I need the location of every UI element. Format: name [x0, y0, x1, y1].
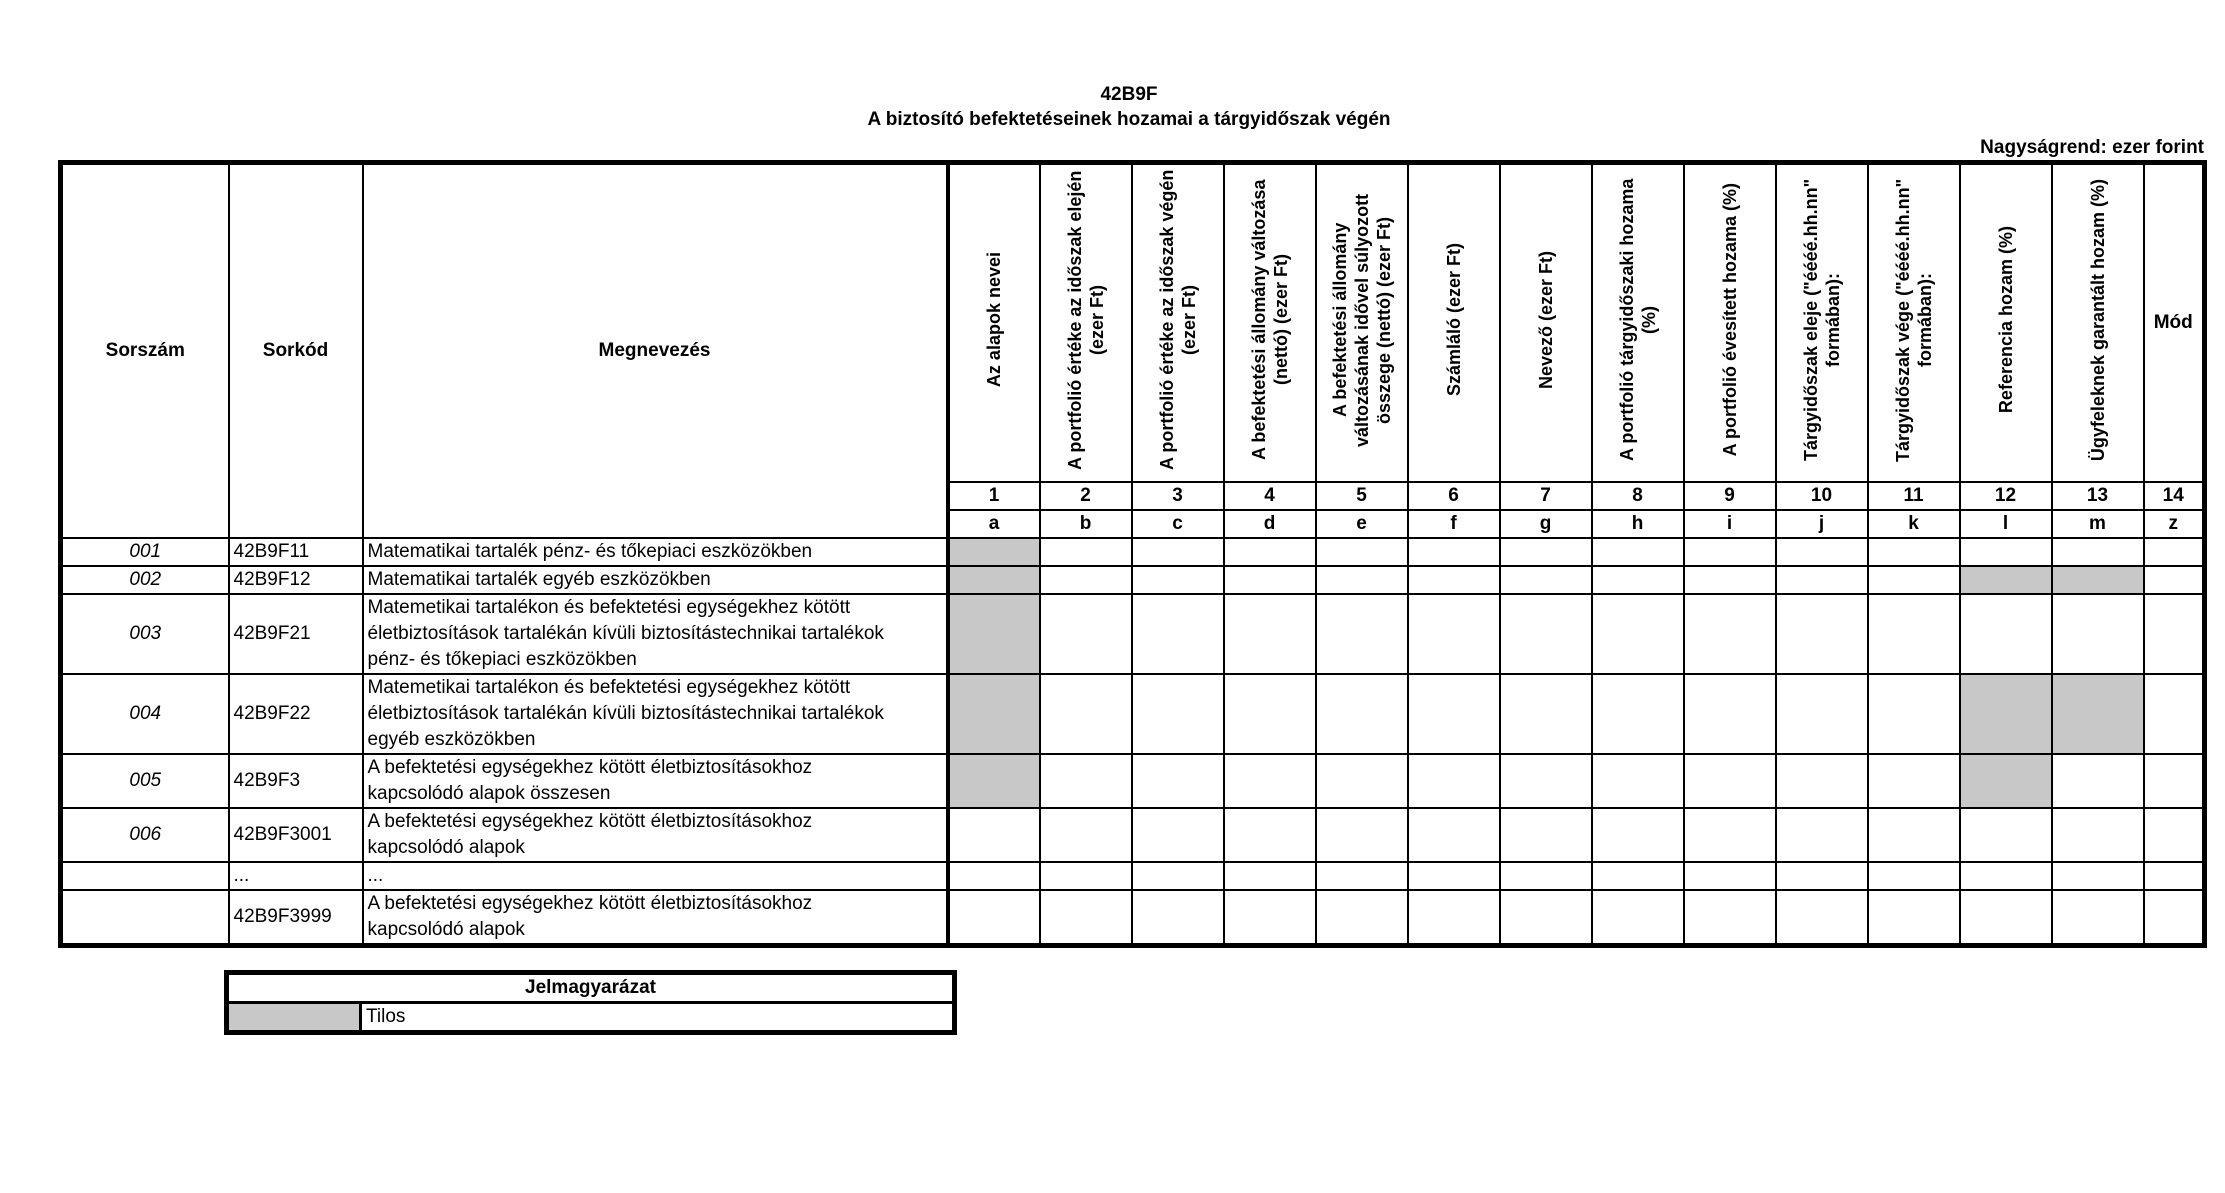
- data-cell[interactable]: [1592, 754, 1684, 808]
- data-cell[interactable]: [1684, 674, 1776, 754]
- data-cell[interactable]: [1316, 594, 1408, 674]
- data-cell[interactable]: [1960, 594, 2052, 674]
- col-number-12: 12: [1960, 482, 2052, 510]
- data-cell[interactable]: [1132, 566, 1224, 594]
- data-cell[interactable]: [948, 808, 1040, 862]
- data-cell[interactable]: [1684, 538, 1776, 566]
- row-sorszam: [61, 890, 229, 946]
- data-cell[interactable]: [1040, 754, 1132, 808]
- data-cell[interactable]: [948, 862, 1040, 890]
- table-row: [61, 890, 2205, 946]
- table-row: [61, 594, 2205, 674]
- table-row: [61, 808, 2205, 862]
- data-cell: [948, 674, 1040, 754]
- row-sorszam: 004: [61, 674, 229, 754]
- data-cell[interactable]: [2144, 566, 2205, 594]
- col-letter-7: g: [1500, 510, 1592, 538]
- data-cell[interactable]: [1224, 566, 1316, 594]
- row-sorszam: [61, 862, 229, 890]
- data-cell[interactable]: [1224, 538, 1316, 566]
- row-megnevezes-line: Matemetikai tartalékon és befektetési egységekhez kötött: [367, 677, 851, 698]
- table-row: [61, 674, 2205, 754]
- row-megnevezes-line: ...: [367, 865, 384, 886]
- header-sorkod: Sorkód: [229, 163, 363, 539]
- data-cell[interactable]: [2144, 674, 2205, 754]
- col-header-5: A befektetési állomány változásának idővel súlyozott összege (nettó) (ezer Ft): [1316, 163, 1408, 483]
- row-sorszam: 001: [61, 538, 229, 566]
- data-cell[interactable]: [1316, 754, 1408, 808]
- col-letter-8: h: [1592, 510, 1684, 538]
- col-letter-14: z: [2144, 510, 2205, 538]
- data-cell[interactable]: [1500, 538, 1592, 566]
- data-cell[interactable]: [1776, 890, 1868, 946]
- col-number-2: 2: [1040, 482, 1132, 510]
- row-megnevezes: [363, 890, 948, 946]
- row-sorkod: 42B9F22: [229, 674, 363, 754]
- col-letter-5: e: [1316, 510, 1408, 538]
- data-cell[interactable]: [1868, 754, 1960, 808]
- row-sorkod: ...: [229, 862, 363, 890]
- data-cell[interactable]: [1684, 594, 1776, 674]
- data-cell[interactable]: [1040, 674, 1132, 754]
- data-cell[interactable]: [1316, 538, 1408, 566]
- data-cell[interactable]: [1040, 538, 1132, 566]
- row-sorkod: 42B9F12: [229, 566, 363, 594]
- col-header-7: Nevező (ezer Ft): [1500, 163, 1592, 483]
- data-cell[interactable]: [1224, 754, 1316, 808]
- row-sorszam: 005: [61, 754, 229, 808]
- data-cell[interactable]: [1868, 862, 1960, 890]
- col-number-8: 8: [1592, 482, 1684, 510]
- data-cell[interactable]: [1500, 862, 1592, 890]
- data-cell[interactable]: [1408, 538, 1500, 566]
- data-cell[interactable]: [1868, 808, 1960, 862]
- data-cell[interactable]: [1500, 890, 1592, 946]
- row-megnevezes-line: kapcsolódó alapok: [367, 919, 525, 940]
- data-cell[interactable]: [2144, 754, 2205, 808]
- row-megnevezes-line: Matemetikai tartalékon és befektetési egységekhez kötött: [367, 597, 851, 618]
- col-letter-10: j: [1776, 510, 1868, 538]
- data-cell: [2052, 674, 2144, 754]
- row-sorkod: 42B9F3: [229, 754, 363, 808]
- data-cell[interactable]: [1868, 566, 1960, 594]
- data-cell[interactable]: [1684, 566, 1776, 594]
- data-cell[interactable]: [1592, 674, 1684, 754]
- data-cell[interactable]: [1592, 808, 1684, 862]
- col-number-13: 13: [2052, 482, 2144, 510]
- row-sorszam: 002: [61, 566, 229, 594]
- col-header-13: Ügyfeleknek garantált hozam (%): [2052, 163, 2144, 483]
- data-cell: [948, 754, 1040, 808]
- data-cell[interactable]: [1316, 890, 1408, 946]
- data-cell[interactable]: [2052, 594, 2144, 674]
- data-cell[interactable]: [1500, 754, 1592, 808]
- col-letter-11: k: [1868, 510, 1960, 538]
- data-cell[interactable]: [1776, 538, 1868, 566]
- data-cell[interactable]: [1316, 808, 1408, 862]
- data-cell[interactable]: [1592, 890, 1684, 946]
- row-sorszam: 006: [61, 808, 229, 862]
- data-cell[interactable]: [948, 890, 1040, 946]
- data-cell[interactable]: [1132, 808, 1224, 862]
- row-megnevezes-line: kapcsolódó alapok összesen: [367, 783, 611, 804]
- data-cell[interactable]: [1040, 594, 1132, 674]
- col-number-4: 4: [1224, 482, 1316, 510]
- data-cell[interactable]: [1500, 808, 1592, 862]
- data-cell[interactable]: [2052, 754, 2144, 808]
- row-megnevezes-line: életbiztosítások tartalékán kívüli biztosítástechnikai tartalékok: [367, 703, 884, 724]
- data-cell[interactable]: [1224, 594, 1316, 674]
- row-megnevezes-line: A befektetési egységekhez kötött életbiztosításokhoz: [367, 757, 813, 778]
- row-megnevezes: [363, 538, 948, 566]
- table-row: [61, 566, 2205, 594]
- data-cell[interactable]: [1500, 566, 1592, 594]
- data-cell[interactable]: [1776, 594, 1868, 674]
- col-number-9: 9: [1684, 482, 1776, 510]
- data-cell[interactable]: [2052, 538, 2144, 566]
- row-megnevezes-line: A befektetési egységekhez kötött életbiztosításokhoz: [367, 893, 813, 914]
- form-title: A biztosító befektetéseinek hozamai a tárgyidőszak végén: [867, 109, 1391, 130]
- legend-item-label: Tilos: [361, 1003, 955, 1033]
- form-code: 42B9F: [1100, 84, 1158, 105]
- data-cell[interactable]: [1408, 754, 1500, 808]
- header-sorszam: Sorszám: [61, 163, 229, 539]
- row-megnevezes: [363, 862, 948, 890]
- data-cell[interactable]: [1316, 674, 1408, 754]
- col-letter-6: f: [1408, 510, 1500, 538]
- data-cell[interactable]: [1040, 808, 1132, 862]
- col-header-8: A portfolió tárgyidőszaki hozama (%): [1592, 163, 1684, 483]
- data-cell[interactable]: [2052, 862, 2144, 890]
- data-cell: [948, 594, 1040, 674]
- data-cell: [2052, 566, 2144, 594]
- row-megnevezes-line: Matematikai tartalék pénz- és tőkepiaci eszközökben: [367, 541, 813, 562]
- col-header-3: A portfolió értéke az időszak végén (ezer Ft): [1132, 163, 1224, 483]
- row-sorkod: 42B9F21: [229, 594, 363, 674]
- data-cell[interactable]: [1408, 890, 1500, 946]
- data-cell[interactable]: [1592, 862, 1684, 890]
- data-cell[interactable]: [1408, 566, 1500, 594]
- data-cell[interactable]: [1040, 862, 1132, 890]
- col-number-11: 11: [1868, 482, 1960, 510]
- row-megnevezes: [363, 594, 948, 674]
- col-number-7: 7: [1500, 482, 1592, 510]
- data-cell[interactable]: [1132, 890, 1224, 946]
- data-cell[interactable]: [1040, 890, 1132, 946]
- row-sorkod: 42B9F3999: [229, 890, 363, 946]
- data-cell[interactable]: [1684, 862, 1776, 890]
- data-cell[interactable]: [1500, 594, 1592, 674]
- table-row: [61, 538, 2205, 566]
- legend-swatch: [227, 1003, 361, 1033]
- data-cell[interactable]: [1776, 674, 1868, 754]
- data-cell[interactable]: [2144, 594, 2205, 674]
- data-cell[interactable]: [1868, 890, 1960, 946]
- col-header-9: A portfolió évesített hozama (%): [1684, 163, 1776, 483]
- data-cell[interactable]: [1776, 754, 1868, 808]
- row-megnevezes-line: kapcsolódó alapok: [367, 837, 525, 858]
- row-megnevezes: [363, 566, 948, 594]
- data-cell[interactable]: [1960, 808, 2052, 862]
- col-letter-9: i: [1684, 510, 1776, 538]
- data-cell[interactable]: [1408, 594, 1500, 674]
- data-cell[interactable]: [1684, 890, 1776, 946]
- col-number-6: 6: [1408, 482, 1500, 510]
- col-number-14: 14: [2144, 482, 2205, 510]
- data-cell[interactable]: [2052, 890, 2144, 946]
- data-cell[interactable]: [1408, 862, 1500, 890]
- row-sorkod: 42B9F11: [229, 538, 363, 566]
- col-header-12: Referencia hozam (%): [1960, 163, 2052, 483]
- data-cell[interactable]: [2144, 538, 2205, 566]
- legend-title: Jelmagyarázat: [227, 973, 955, 1003]
- data-cell[interactable]: [1500, 674, 1592, 754]
- data-cell[interactable]: [1868, 594, 1960, 674]
- data-cell: [948, 538, 1040, 566]
- data-cell: [1960, 674, 2052, 754]
- data-cell[interactable]: [1960, 862, 2052, 890]
- data-cell[interactable]: [2144, 862, 2205, 890]
- data-cell[interactable]: [1776, 862, 1868, 890]
- table-row: [61, 862, 2205, 890]
- data-cell[interactable]: [1224, 808, 1316, 862]
- col-header-14: Mód: [2144, 163, 2205, 483]
- data-cell[interactable]: [1408, 808, 1500, 862]
- col-header-4: A befektetési állomány változása (nettó) (ezer Ft): [1224, 163, 1316, 483]
- data-cell[interactable]: [1132, 594, 1224, 674]
- data-cell[interactable]: [1132, 674, 1224, 754]
- data-cell[interactable]: [2144, 808, 2205, 862]
- data-cell[interactable]: [1224, 674, 1316, 754]
- data-cell[interactable]: [1224, 890, 1316, 946]
- data-cell[interactable]: [2052, 808, 2144, 862]
- row-megnevezes: [363, 674, 948, 754]
- data-cell[interactable]: [1224, 862, 1316, 890]
- col-header-10: Tárgyidőszak eleje ("éééé.hh.nn" formában):: [1776, 163, 1868, 483]
- row-megnevezes-line: A befektetési egységekhez kötött életbiztosításokhoz: [367, 811, 813, 832]
- col-number-3: 3: [1132, 482, 1224, 510]
- data-cell[interactable]: [1132, 538, 1224, 566]
- data-cell[interactable]: [1960, 890, 2052, 946]
- row-megnevezes-line: egyéb eszközökben: [367, 729, 536, 750]
- report-table: [58, 160, 2207, 948]
- data-cell[interactable]: [1684, 808, 1776, 862]
- data-cell[interactable]: [1316, 862, 1408, 890]
- col-number-5: 5: [1316, 482, 1408, 510]
- col-letter-3: c: [1132, 510, 1224, 538]
- data-cell[interactable]: [1684, 754, 1776, 808]
- data-cell: [1960, 754, 2052, 808]
- table-row: [61, 754, 2205, 808]
- data-cell[interactable]: [1040, 566, 1132, 594]
- col-letter-12: l: [1960, 510, 2052, 538]
- col-number-1: 1: [948, 482, 1040, 510]
- unit-label: Nagyságrend: ezer forint: [1980, 137, 2204, 158]
- legend-table: [224, 970, 957, 1035]
- col-number-10: 10: [1776, 482, 1868, 510]
- col-header-11: Tárgyidőszak vége ("éééé.hh.nn" formában):: [1868, 163, 1960, 483]
- data-cell: [948, 566, 1040, 594]
- row-megnevezes-line: pénz- és tőkepiaci eszközökben: [367, 649, 637, 670]
- data-cell[interactable]: [1592, 566, 1684, 594]
- data-cell[interactable]: [1776, 808, 1868, 862]
- col-header-1: Az alapok nevei: [948, 163, 1040, 483]
- data-cell[interactable]: [1776, 566, 1868, 594]
- row-megnevezes: [363, 754, 948, 808]
- data-cell[interactable]: [2144, 890, 2205, 946]
- row-megnevezes: [363, 808, 948, 862]
- col-letter-2: b: [1040, 510, 1132, 538]
- data-cell[interactable]: [1592, 594, 1684, 674]
- data-cell[interactable]: [1592, 538, 1684, 566]
- col-letter-4: d: [1224, 510, 1316, 538]
- row-sorkod: 42B9F3001: [229, 808, 363, 862]
- data-cell[interactable]: [1868, 538, 1960, 566]
- col-letter-1: a: [948, 510, 1040, 538]
- data-cell: [1960, 566, 2052, 594]
- row-sorszam: 003: [61, 594, 229, 674]
- row-megnevezes-line: életbiztosítások tartalékán kívüli biztosítástechnikai tartalékok: [367, 623, 884, 644]
- col-header-2: A portfolió értéke az időszak elején (ezer Ft): [1040, 163, 1132, 483]
- header-megnevezes: Megnevezés: [363, 163, 948, 539]
- data-cell[interactable]: [1960, 538, 2052, 566]
- col-header-6: Számláló (ezer Ft): [1408, 163, 1500, 483]
- data-cell[interactable]: [1316, 566, 1408, 594]
- data-cell[interactable]: [1868, 674, 1960, 754]
- data-cell[interactable]: [1132, 754, 1224, 808]
- col-letter-13: m: [2052, 510, 2144, 538]
- row-megnevezes-line: Matematikai tartalék egyéb eszközökben: [367, 569, 711, 590]
- data-cell[interactable]: [1408, 674, 1500, 754]
- data-cell[interactable]: [1132, 862, 1224, 890]
